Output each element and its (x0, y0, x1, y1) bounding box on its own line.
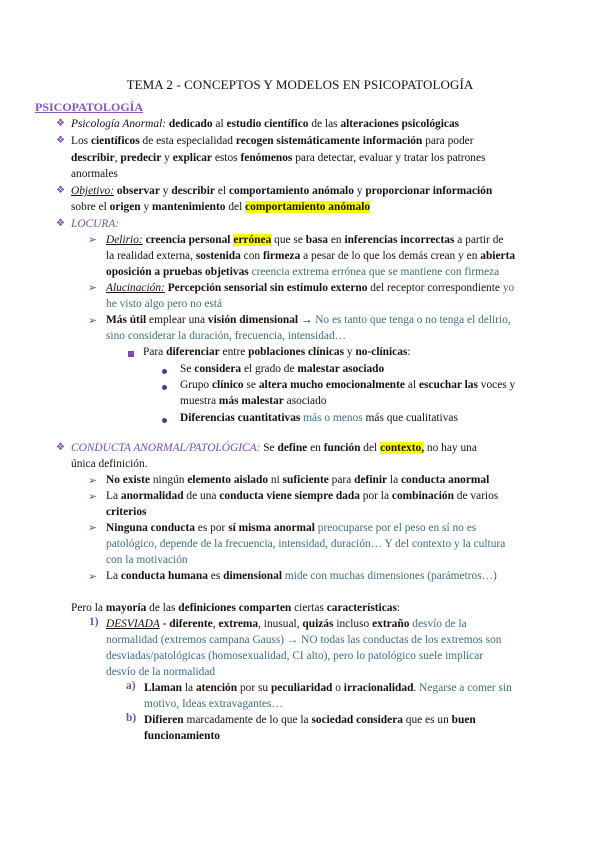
text-line: Ninguna conducta es por sí misma anormal preocuparse por el peso en sí no es (106, 522, 477, 534)
list-letter: a) (126, 680, 136, 692)
text-line: desviadas/patológicas (homosexualidad, CI alto), pero lo patológico suele implicar (106, 650, 484, 662)
text-line: Los científicos de esta especialidad recogen sistemáticamente información para poder (71, 135, 474, 147)
text-line: Para diferenciar entre poblaciones clínicas y no-clínicas: (143, 346, 411, 358)
text-line: CONDUCTA ANORMAL/PATOLÓGICA: Se define en función del contexto, no hay una (71, 442, 477, 454)
text-line: LOCURA: (71, 218, 120, 230)
text-line: funcionamiento (144, 730, 220, 742)
document-title: TEMA 2 - CONCEPTOS Y MODELOS EN PSICOPATOLOGÍA (126, 77, 474, 92)
text-line: muestra más malestar asociado (180, 395, 327, 407)
text-line: oposición a pruebas objetivas creencia extrema errónea que se mantiene con firmeza (106, 266, 500, 278)
text-line: Diferencias cuantitativas más o menos más que cualitativas (180, 412, 458, 424)
text-line: con la motivación (106, 554, 188, 566)
list-letter: b) (126, 712, 137, 724)
text-line: única definición. (71, 458, 148, 470)
text-line: Más útil emplear una visión dimensional → No es tanto que tenga o no tenga el delirio, (106, 314, 511, 326)
list-number: 1) (89, 616, 99, 628)
dot-bullet-icon (162, 385, 167, 390)
arrow-bullet-icon: ➢ (88, 234, 98, 246)
diamond-bullet-icon: ❖ (56, 185, 65, 196)
text-line: describir, predecir y explicar estos fenómenos para detectar, evaluar y tratar los patrones (71, 152, 486, 164)
section-heading: PSICOPATOLOGÍA (35, 100, 144, 114)
dot-bullet-icon (162, 418, 167, 423)
arrow-bullet-icon: ➢ (88, 522, 98, 534)
text-line: Alucinación: Percepción sensorial sin estímulo externo del receptor correspondiente yo (106, 282, 515, 294)
text-line: patológico, depende de la frecuencia, intensidad, duración… Y del contexto y la cultura (106, 538, 506, 550)
arrow-bullet-icon: ➢ (88, 315, 98, 327)
text-line: Llaman la atención por su peculiaridad o irracionalidad. Negarse a comer sin (144, 682, 512, 694)
text-line: sino considerar la duración, frecuencia, intensidad… (106, 330, 347, 342)
text-line: criterios (106, 506, 147, 518)
text-line: La conducta humana es dimensional mide con muchas dimensiones (parámetros…) (106, 570, 497, 582)
text-line: Objetivo: observar y describir el comportamiento anómalo y proporcionar información (71, 185, 493, 197)
diamond-bullet-icon: ❖ (56, 118, 65, 129)
arrow-bullet-icon: ➢ (88, 571, 98, 583)
diamond-bullet-icon: ❖ (56, 135, 65, 146)
diamond-bullet-icon: ❖ (56, 442, 65, 453)
arrow-bullet-icon: ➢ (88, 491, 98, 503)
text-line: Pero la mayoría de las definiciones comparten ciertas características: (71, 602, 401, 614)
text-line: sobre el origen y mantenimiento del comportamiento anómalo (71, 201, 371, 213)
text-line: Grupo clínico se altera mucho emocionalmente al escuchar las voces y (180, 379, 516, 391)
square-bullet-icon (128, 351, 134, 357)
text-line: motivo, Ideas extravagantes… (144, 698, 283, 710)
text-line: normalidad (extremos campana Gauss) → NO todas las conductas de los extremos son (106, 634, 502, 646)
text-line: DESVIADA - diferente, extrema, inusual, quizás incluso extraño desvío de la (106, 618, 467, 630)
text-line: desvío de la normalidad (106, 666, 216, 678)
diamond-bullet-icon: ❖ (56, 218, 65, 229)
text-line: Psicología Anormal: dedicado al estudio científico de las alteraciones psicológicas (71, 118, 460, 130)
dot-bullet-icon (162, 369, 167, 374)
text-line: anormales (71, 168, 118, 180)
text-line: Difieren marcadamente de lo que la sociedad considera que es un buen (144, 714, 476, 726)
arrow-bullet-icon: ➢ (88, 282, 98, 294)
arrow-bullet-icon: ➢ (88, 475, 98, 487)
text-line: No existe ningún elemento aislado ni suficiente para definir la conducta anormal (106, 474, 490, 486)
text-line: Se considera el grado de malestar asociado (180, 363, 385, 375)
text-line: Delirio: creencia personal errónea que se basa en inferencias incorrectas a partir de (106, 234, 504, 246)
text-line: he visto algo pero no está (106, 298, 223, 310)
text-line: La anormalidad de una conducta viene siempre dada por la combinación de varios (106, 490, 499, 502)
text-line: la realidad externa, sostenida con firmeza a pesar de lo que los demás crean y en abierta (106, 250, 516, 262)
